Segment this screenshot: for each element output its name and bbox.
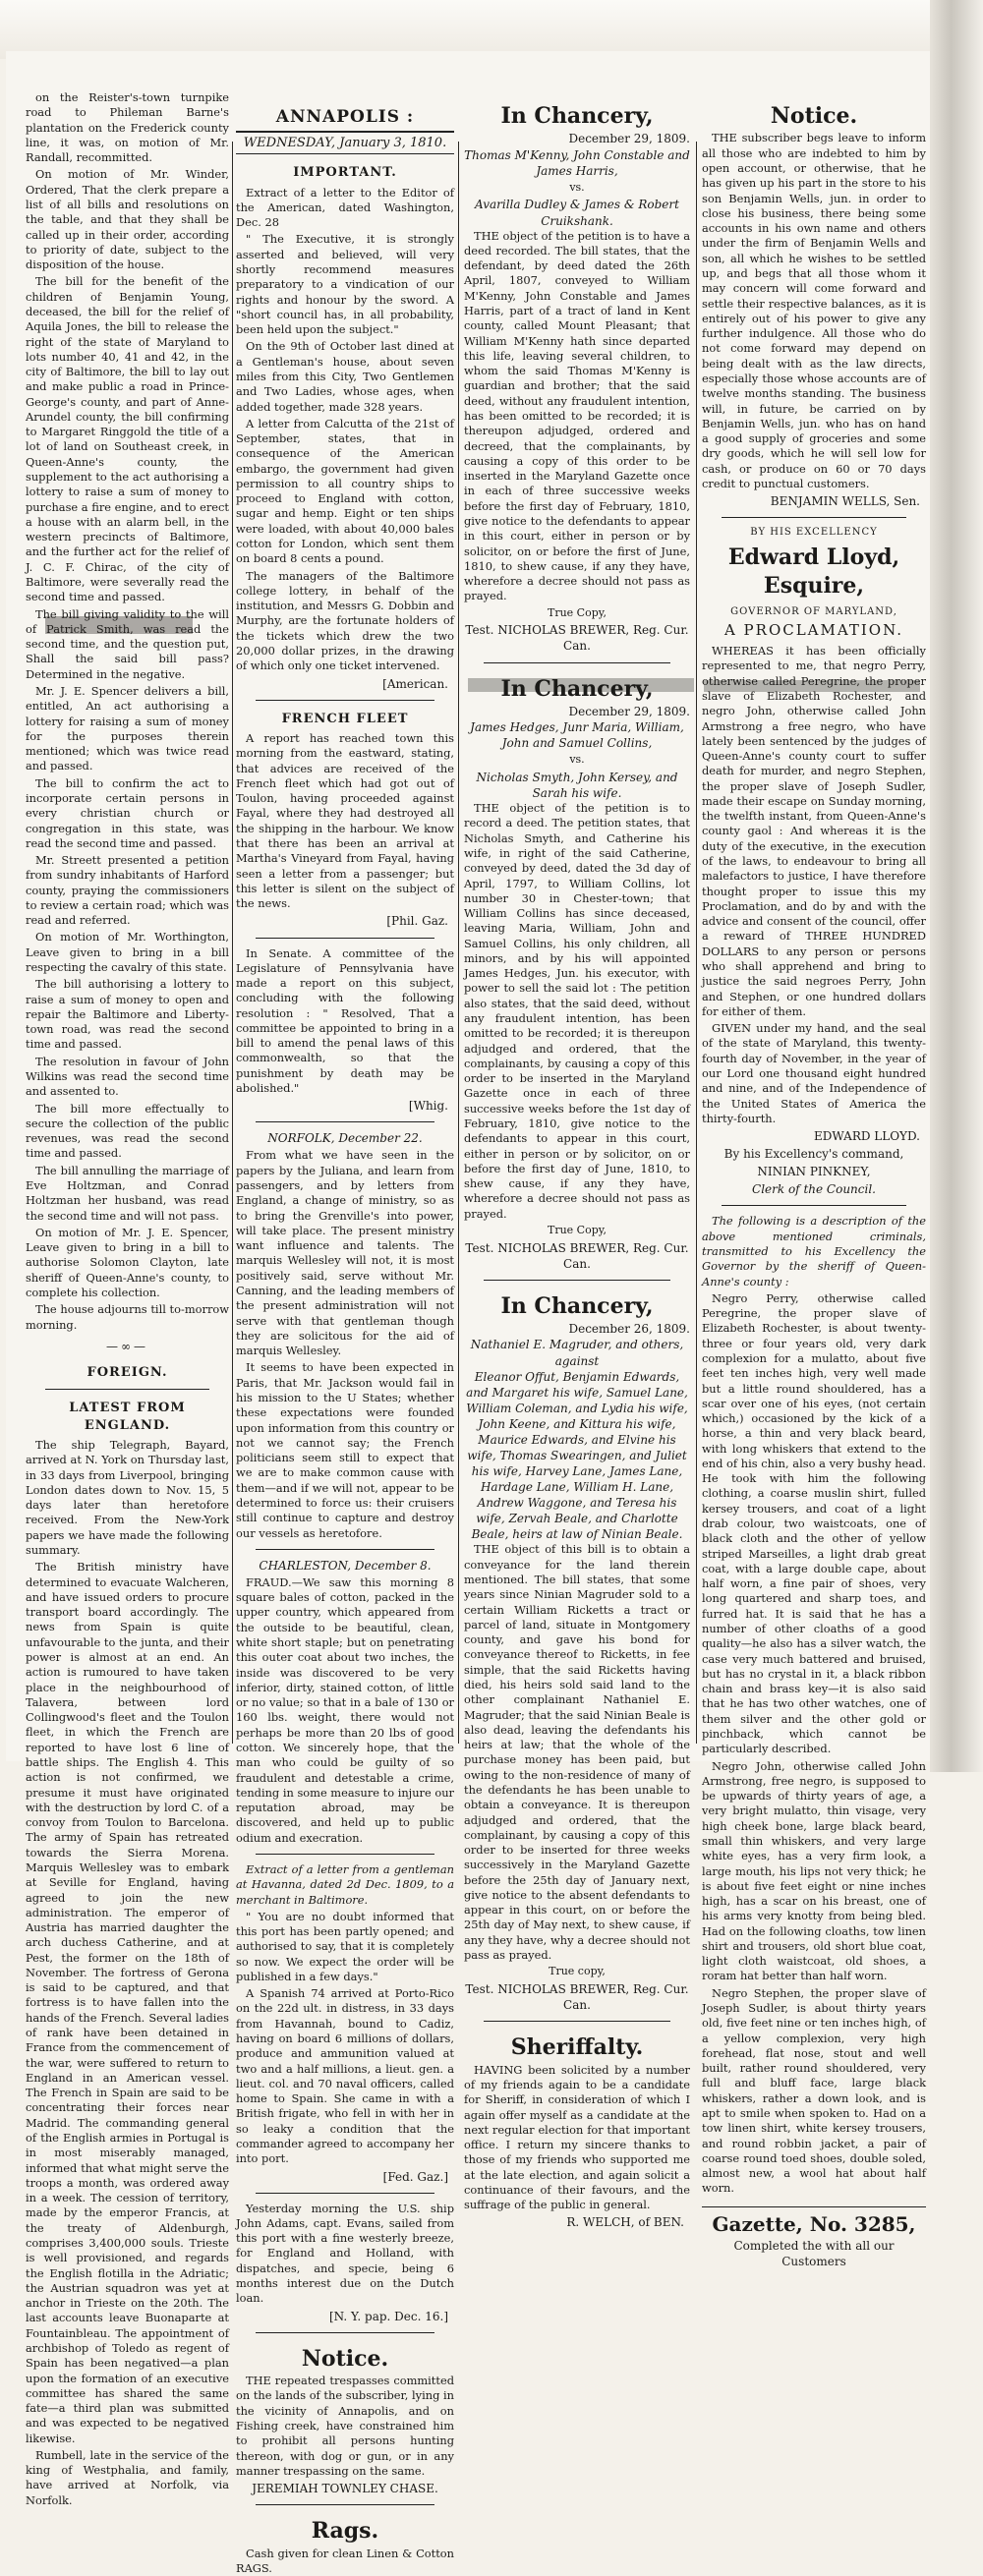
register-signature: Test. NICHOLAS BREWER, Reg. Cur. Can. [465, 623, 689, 654]
paragraph: A Spanish 74 arrived at Porto-Rico on the 22d ult. in distress, in 33 days from Havannah, bound to Cadiz, having on board 6 millions of dollars, produce and ammunition valued at two and a half millions, a lieut. gen. a lieut. col. and 70 naval officers, called home to Spain. She came in with a British frigate, who fell in with her in so leaky a condition that the commander agreed to accompany her into port. [236, 1986, 454, 2166]
column-rule [232, 142, 233, 1744]
rags-text: Cash given for clean Linen & Cotton RAGS. [236, 2546, 454, 2575]
paragraph: " You are no doubt informed that this port has been partly opened; and authorised to say, that it is completely so now. We expect the order will be published in a few days." [236, 1909, 454, 1983]
notice-signature: JEREMIAH TOWNLEY CHASE. [252, 2482, 438, 2496]
resolve-text: In Senate. A committee of the Legislature of Pennsylvania have made a report on this subject, concluding with the following resolution : " Resolved, That a committee be appointed to bring in a bill to amend the penal laws of this commonwealth, so that the punishment by death may be abolished." [236, 945, 454, 1096]
rule [45, 1389, 209, 1390]
notice-heading: Notice. [301, 2345, 389, 2372]
column-3 [464, 90, 690, 2230]
rule [722, 517, 906, 518]
chancery-defendants: Avarilla Dudley & James & Robert Cruikshank. [475, 198, 679, 228]
versus: vs. [569, 753, 585, 767]
masthead: ANNAPOLIS : [275, 107, 415, 127]
rule [484, 662, 670, 663]
scan-right-edge [930, 0, 983, 1772]
chancery-heading: In Chancery, [500, 103, 654, 129]
rags-heading: Rags. [311, 2518, 379, 2545]
paragraph: on the Reister's-town turnpike road to Phileman Barne's plantation on the Frederick county line, it was, on motion of Mr. Randall, recommitted. [26, 90, 229, 165]
paragraph: The bill giving validity to the will of Patrick Smith, was read the second time, and the question put, Shall the said bill pass? Determined in the negative. [26, 606, 229, 681]
column-4 [702, 90, 926, 2268]
paragraph: The managers of the Baltimore college lottery, in behalf of the institution, and Messrs G. Dobbin and Murphy, are the fortunate holders of the tickets which drew the two 20,000 dollar prizes, in the drawing of which only one ticket intervened. [236, 568, 454, 673]
column-2 [236, 90, 454, 2575]
letter-intro: Extract of a letter to the Editor of the American, dated Washington, Dec. 28 [236, 185, 454, 230]
ink-smudge [45, 616, 193, 634]
notice-text: THE subscriber begs leave to inform all those who are indebted to him by open account, or otherwise, that he has given up his part in the store to his son Benjamin Wells, jun. in order to close his business, there being some accounts in his own name and others under the firm of Benjamin Wells and son, all which he wishes to be settled up, and begs that all those whom it may concern will come forward and settle their respective balances, as it is entirely out of his power to give any further indulgence. All those who do not come forward may depend on being dealt with as the law directs, especially those whose accounts are of twelve months standing. The business will, in future, be carried on by Benjamin Wells, jun. who has on hand a good supply of groceries and some dry goods, which he will sell low for cash, or produce on 60 or 70 days credit to punctual customers. [702, 131, 926, 490]
paragraph: Rumbell, late in the service of the king of Westphalia, and family, have arrived at Norfolk, via Norfolk. [26, 2447, 229, 2507]
paragraph: The house adjourns till to-morrow morning. [26, 1302, 229, 1332]
governor-name: Edward Lloyd, Esquire, [727, 544, 900, 600]
paragraph: The bill for the benefit of the children of Benjamin Young, deceased, the bill for the relief of Aquila Jones, the bill to release the right of the state of Maryland to lots number 40, 41 and 42, in the city of Baltimore, the bill to lay out and make public a road in Prince-George's county, and part of Anne-Arundel county, the bill confirming to Margaret Ringgold the title of a lot of land on Southeast creek, in Queen-Anne's county, the supplement to the act authorising a lottery to raise a sum of money to purchase a fire engine, and to erect a house with an alarm bell, in the western precincts of Baltimore, and the further act for the relief of J. C. F. Chirac, of the city of Baltimore, were severally read the second time and passed. [26, 274, 229, 604]
foreign-heading: FOREIGN. [87, 1364, 168, 1380]
chancery-parties: Thomas M'Kenny, John Constable and James Harris, [464, 147, 690, 178]
notice-heading: Notice. [770, 103, 858, 129]
command-line: By his Excellency's command, [723, 1147, 904, 1162]
paragraph: A letter from Calcutta of the 21st of September, states, that in consequence of the American embargo, the government had given permission to all country ships to proceed to England with cotton, sugar and hemp. Eight or ten ships were loaded, with about 40,000 bales cotton for London, which sent them on board 8 cents a pound. [236, 416, 454, 566]
chancery-date: December 29, 1809. [568, 132, 690, 146]
norfolk-news [236, 1148, 454, 1540]
source-credit: [N. Y. pap. Dec. 16.] [328, 2309, 448, 2323]
newspaper-page [6, 51, 930, 2575]
rule [484, 2021, 670, 2022]
column-rule [458, 142, 459, 1744]
important-heading: IMPORTANT. [293, 165, 397, 181]
foreign-news [26, 1438, 229, 2508]
rule [256, 1854, 434, 1855]
column-1 [26, 90, 229, 2507]
chancery-defendants: Eleanor Offut, Benjamin Edwards, and Margaret his wife, Samuel Lane, William Coleman, and Lydia his wife, John Keene, and Kittura his wife, Maurice Edwards, and Elvine his wife, Thomas Swearingen, and Juliet his wife, Harvey Lane, James Lane, Hardage Lane, William H. Lane, Andrew Waggone, and Teresa his wife, Zervah Beale, and Charlotte Beale, heirs at law of Ninian Beale. [466, 1369, 688, 1542]
governor-title: GOVERNOR OF MARYLAND, [730, 605, 897, 617]
paragraph: The bill more effectually to secure the collection of the public revenues, was read the second time and passed. [26, 1101, 229, 1161]
john-adams-text: Yesterday morning the U.S. ship John Adams, capt. Evans, sailed from this port with a fine westerly breeze, for England and Holland, with dispatches, and specie, being 6 months interest due on the Dutch loan. [236, 2201, 454, 2306]
chancery-text: THE object of the petition is to record a deed. The petition states, that Nicholas Smyth, and Catherine his wife, in right of the said Catherine, conveyed by deed, dated the 3d day of April, 1797, to William Collins, lot number 30 in Chester-town; that William Collins has since deceased, leaving Maria, William, John and Samuel Collins, his only children, all minors, and by his will appointed James Hedges, Jun. his executor, with power to sell the said lot : The petition also states, that the said deed, without any fraudulent intention, has been omitted to be recorded; it is thereupon adjudged and ordered, that the complainants, by causing a copy of this order to be inserted in the Maryland Gazette once in each of three successive weeks before the 1st day of February, 1810, give notice to the defendants to appear in this court, either in person or by solicitor, on or before the first day of June, 1810, to shew cause, if any they have, wherefore a decree should not pass as prayed. [464, 801, 690, 1221]
chancery-parties: Nathaniel E. Magruder, and others, against [470, 1338, 684, 1368]
paragraph: Negro Stephen, the proper slave of Joseph Sudler, is about thirty years old, five feet nine or ten inches high, of a yellow complexion, very high forehead, flat nose, stout and well built, rather round shouldered, very full and bluff face, large black whiskers, rather a down look, and is apt to smile when spoken to. Had on a tow linen shirt, white kersey trousers, and round robbin jacket, a pair of coarse round toed shoes, double soled, almost new, a wool hat about half worn. [702, 1985, 926, 2196]
havana-news [236, 1910, 454, 2167]
clerk-title: Clerk of the Council. [752, 1182, 876, 1197]
rule [256, 700, 434, 701]
true-copy: True Copy, [547, 1223, 607, 1236]
chancery-parties: James Hedges, Junr Maria, William, John and Samuel Collins, [470, 720, 684, 751]
paragraph: The British ministry have determined to evacuate Walcheren, and have issued orders to procure transport board accordingly. The news from Spain is quite unfavourable to the junta, and their power is almost at an end. An action is rumoured to have taken place in the neighbourhood of Talavera, between lord Collingwood's fleet and the Toulon fleet, in which the French are reported to have lost 6 line of battle ships. The English 4. This action is not confirmed, we presume it must have originated with the destruction by lord C. of a convoy from Toulon to Barcelona. The army of Spain has retreated towards the Sierra Morena. Marquis Wellesley was to embark at Seville for England, having agreed to join the new administration. The emperor of Austria has married daughter the arch duchess Catherine, and at Pest, the former on the 18th of November. The fortress of Gerona is said to be captured, and that fortress is to have fallen into the hands of the French. Several ladies of rank have been detained in France from the commencement of the war, were suffered to return to England in an American vessel. The French in Spain are said to be concentrating their forces near Madrid. The commanding general of the English armies in Portugal is in most miserably managed, informed that what might serve the troops a month, was ordered away in a week. The cession of territory, made by the emperor Francis, at the treaty of Aldenburgh, comprises 3,400,000 souls. Trieste is well provisioned, and regards the English flotilla in the Adriatic; the Austrian squadron was yet at anchor in Trieste on the 20th. The last accounts leave Buonaparte at Fountainbleau. The appointment of archbishop of Toledo as regent of Spain has been negatived—a plan upon the formation of an executive committee has shared the same fate—a third plan was submitted and was expected to be negatived likewise. [26, 1560, 229, 2445]
rule [256, 2193, 434, 2194]
paragraph: " The Executive, it is strongly asserted and believed, will very shortly recommend measures preparatory to a vindication of our rights and honour by the sword. A "short council has, in all probability, been held upon the subject." [236, 232, 454, 337]
given-text: GIVEN under my hand, and the seal of the state of Maryland, this twenty-fourth day of November, in the year of our Lord one thousand eight hundred and nine, and of the Independence of the United States of America the thirty-fourth. [702, 1021, 926, 1125]
paragraph: On motion of Mr. Worthington, Leave given to bring in a bill respecting the cavalry of this state. [26, 930, 229, 975]
paragraph: Mr. J. E. Spencer delivers a bill, entitled, An act authorising a lottery for raising a sum of money for the purposes therein mentioned; which was twice read and passed. [26, 683, 229, 773]
rule [256, 1549, 434, 1550]
rule [256, 2332, 434, 2333]
versus: vs. [569, 180, 585, 194]
register-signature: Test. NICHOLAS BREWER, Reg. Cur. Can. [465, 1982, 689, 2013]
paragraph: The bill authorising a lottery to raise a sum of money to open and repair the Baltimore and Liberty-town road, was read the second time and passed. [26, 977, 229, 1052]
ink-smudge [704, 680, 920, 692]
paragraph: On the 9th of October last dined at a Gentleman's house, about seven miles from this City, Two Gentlemen and Two Ladies, whose ages, when added together, made 328 years. [236, 339, 454, 414]
legislative-proceedings [26, 90, 229, 1333]
paragraph: On motion of Mr. Winder, Ordered, That the clerk prepare a list of all bills and resolutions on the table, and that they shall be called up in their order, according to priority of date, subject to the disposition of the house. [26, 167, 229, 272]
column-rule [696, 142, 697, 1744]
paragraph: The ship Telegraph, Bayard, arrived at N. York on Thursday last, in 33 days from Liverpool, bringing London dates down to Nov. 15, 5 days later than heretofore received. From the New-York papers we have made the following summary. [26, 1438, 229, 1558]
criminal-descriptions [702, 1291, 926, 2197]
clerk-name: NINIAN PINKNEY, [757, 1165, 871, 1179]
paragraph: From what we have seen in the papers by the Juliana, and learn from passengers, and by letters from England, a change of ministry, so as to bring the Grenville's into power, will take place. The present ministry want influence and talents. The marquis Wellesley will not, it is most positively said, serve without Mr. Canning, and the leading members of the present administration will not serve with that gentleman though they are solicitous for the aid of marquis Wellesley. [236, 1148, 454, 1358]
england-heading: LATEST FROM ENGLAND. [69, 1401, 186, 1433]
proclamation-text: WHEREAS it has been officially represented to me, that negro Perry, otherwise called Peregrine, the proper slave of Elizabeth Rochester, and negro John, otherwise called John Armstrong a free negro, who have lately been sentenced by the judges of Queen-Anne's county court to suffer death for murder, and negro Stephen, the proper slave of Joseph Sudler, made their escape on Sunday morning, the twelfth instant, from Queen-Anne's county gaol : And whereas it is the duty of the executive, in the execution of the laws, to endeavour to bring all malefactors to justice, I have therefore thought proper to issue this my Proclamation, and do by and with the advice and consent of the council, offer a reward of THREE HUNDRED DOLLARS to any person or persons who shall apprehend and bring to justice the said negroes Perry, John and Stephen, or one hundred dollars for either of them. [702, 644, 926, 1018]
true-copy: True Copy, [547, 605, 607, 619]
true-copy: True copy, [549, 1965, 606, 1978]
description-intro: The following is a description of the above mentioned criminals, transmitted to his Excellency the Governor by the sheriff of Queen-Anne's county : [702, 1214, 926, 1288]
rule [484, 1280, 670, 1281]
chancery-date: December 26, 1809. [568, 1322, 690, 1337]
norfolk-heading: NORFOLK, December 22. [267, 1131, 423, 1146]
source-credit: [American. [382, 676, 448, 691]
paragraph: The resolution in favour of John Wilkins was read the second time and assented to. [26, 1054, 229, 1099]
paragraph: Mr. Streett presented a petition from sundry inhabitants of Harford county, praying the commissioners to review a certain road; which was read and referred. [26, 853, 229, 928]
french-fleet-heading: FRENCH FLEET [281, 711, 409, 726]
sheriffalty-text: HAVING been solicited by a number of my friends again to be a candidate for Sheriff, in consideration of which I again offer myself as a candidate at the next regular election for that important office. I return my sincere thanks to those of my friends who supported me at the late election, and again solicit a continuance of their favours, and the suffrage of the public in general. [464, 2062, 690, 2212]
source-credit: [Fed. Gaz.] [382, 2169, 448, 2184]
chancery-date: December 29, 1809. [568, 704, 690, 718]
chancery-text: THE object of the petition is to have a deed recorded. The bill states, that the defendant, by deed dated the 26th April, 1807, conveyed to William M'Kenny, John Constable and James Harris, part of a tract of land in Kent county, called Mount Pleasant; that William M'Kenny hath since departed this life, leaving several children, to whom the said Thomas M'Kenny is guardian and brother; that the said deed, without any fraudulent intention, has been omitted to be recorded; it is thereupon adjudged, ordered and decreed, that the complainants, by causing a copy of this order to be inserted in the Maryland Gazette once in each of three successive weeks before the first day of February, 1810, give notice to the defendants to appear in this court, either in person or by solicitor, on or before the first of June, 1810, to shew cause, if any they have, wherefore a decree should not pass as prayed. [464, 228, 690, 603]
gazette-footnote: Completed the with all our Customers [733, 2238, 895, 2268]
paragraph: The bill to confirm the act to incorporate certain persons in every christian church or congregation in this state, was read the second time and passed. [26, 775, 229, 850]
sheriffalty-heading: Sheriffalty. [510, 2034, 644, 2061]
proclamation-heading: A PROCLAMATION. [723, 621, 904, 640]
news-items [236, 232, 454, 673]
charleston-text: FRAUD.—We saw this morning 8 square bales of cotton, packed in the upper country, which appeared from the outside to be beautiful, clean, white short staple; but on penetrating this outer coat about two inches, the inside was discovered to be very inferior, dirty, stained cotton, of little or no value; so that in a bale of 130 or 160 lbs. weight, there would not perhaps be more than 20 lbs of good cotton. We sincerely hope, that the man who could be guilty of so fraudulent and detestable a crime, tending in some measure to injure our reputation abroad, may be discovered, and held up to public odium and execration. [236, 1574, 454, 1845]
rule [722, 1205, 906, 1206]
chancery-defendants: Nicholas Smyth, John Kersey, and Sarah his wife. [476, 770, 678, 801]
paragraph: The bill annulling the marriage of Eve Holtzman, and Conrad Holtzman her husband, was read the second time and will not pass. [26, 1163, 229, 1223]
rule [256, 1121, 434, 1122]
havana-intro: Extract of a letter from a gentleman at Havanna, dated 2d Dec. 1809, to a merchant in Baltimore. [236, 1861, 454, 1907]
governor-signature: EDWARD LLOYD. [814, 1129, 920, 1144]
ink-smudge [468, 678, 694, 692]
dateline: WEDNESDAY, January 3, 1810. [236, 131, 454, 154]
paragraph: On motion of Mr. J. E. Spencer, Leave given to bring in a bill to authorise Solomon Clayton, late sheriff of Queen-Anne's county, to complete his collection. [26, 1225, 229, 1299]
chancery-heading: In Chancery, [500, 1292, 654, 1319]
paragraph: It seems to have been expected in Paris, that Mr. Jackson would fail in his mission to the U States; whether these expectations were founded upon information from this country or not we cannot say; the French politicians seem still to expect that we are to make common cause with them—and if we will not, appear to be determined to force us: their cruisers still continue to capture and destroy our vessels as heretofore. [236, 1360, 454, 1540]
sheriffalty-signature: R. WELCH, of BEN. [566, 2215, 684, 2230]
gazette-number: Gazette, No. 3285, [702, 2206, 926, 2238]
register-signature: Test. NICHOLAS BREWER, Reg. Cur. Can. [465, 1240, 689, 1271]
scan-top-edge [0, 0, 983, 59]
notice-signature: BENJAMIN WELLS, Sen. [770, 494, 920, 509]
ornament-divider: —∞— [106, 1339, 148, 1353]
rule [256, 2504, 434, 2505]
charleston-heading: CHARLESTON, December 8. [259, 1558, 432, 1573]
rule [256, 938, 434, 939]
paragraph: Negro Perry, otherwise called Peregrine, the proper slave of Elizabeth Rochester, is about twenty-three or four years old, very dark complexion for a mulatto, about five feet ten inches high, very well made but a little round shouldered, has a scar over one of his eyes, (not certain which,) occasioned by the kick of a horse, a thin and very black beard, with long whiskers that extend to the end of his chin, also a very bushy head. He took with him the following clothing, a coarse muslin shirt, fulled kersey trousers, and coat of a light drab colour, two waistcoats, one of black cloth and the other of yellow striped Marseilles, a light drab great coat, with a large double cape, about half worn, a fine pair of shoes, very long quartered and sharp toes, and furred hat. It is said that he has a number of other cloaths of a good quality—he also has a silver watch, the case very much battered and bruised, but has no crystal in it, a black ribbon chain and brass key—it is also said that he has two other watches, one of them silver and the other gold or pinchback, which cannot be particularly described. [702, 1290, 926, 1756]
chancery-text: THE object of this bill is to obtain a conveyance for the land therein mentioned. The bill states, that some years since Ninian Magruder sold to a certain William Ricketts a tract or parcel of land, situate in Montgomery county, and gave his bond for conveyance thereof to Ricketts, in fee simple, that the said Ricketts having died, his heirs sold said land to the other complainant Nathaniel E. Magruder; that the said Ninian Beale is also dead, leaving the defendants his heirs at law; that the whole of the purchase money has been paid, but owing to the non-residence of many of the defendants he has been unable to obtain a conveyance. It is thereupon adjudged and ordered, that the complainant, by causing a copy of this order to be inserted for three weeks successively in the Maryland Gazette before the 25th day of January next, give notice to the absent defendants to appear in this court, on or before the 25th day of May next, to shew cause, if any they have, why a decree should not pass as prayed. [464, 1542, 690, 1963]
source-credit: [Whig. [408, 1099, 448, 1114]
french-fleet-text: A report has reached town this morning from the eastward, stating, that advices are received of the French fleet which had got out of Toulon, having proceeded against Fayal, where they had destroyed all the shipping in the harbour. We know that there has been an arrival at Martha's Vineyard from Fayal, having seen a letter from a passenger; but this letter is silent on the subject of the news. [236, 731, 454, 911]
source-credit: [Phil. Gaz. [386, 914, 448, 929]
excellency-line: BY HIS EXCELLENCY [750, 527, 878, 539]
chancery-heading: In Chancery, [500, 675, 654, 702]
notice-text: THE repeated trespasses committed on the lands of the subscriber, lying in the vicinity of Annapolis, and on Fishing creek, have constrained him to prohibit all persons hunting thereon, with dog or gun, or in any manner trespassing on the same. [236, 2374, 454, 2478]
paragraph: Negro John, otherwise called John Armstrong, free negro, is supposed to be upwards of thirty years of age, a very bright mulatto, thin visage, very high cheek bone, large black beard, small thin whiskers, and very large white eyes, has a very firm look, a large mouth, his lips not very thick; he is about five feet eight or nine inches high, has a scar on his breast, one of his arms very knotty from being bled. Had on the following cloaths, tow linen shirt and trousers, old short blue coat, light cloth waistcoat, old shoes, a roram hat better than half worn. [702, 1758, 926, 1983]
